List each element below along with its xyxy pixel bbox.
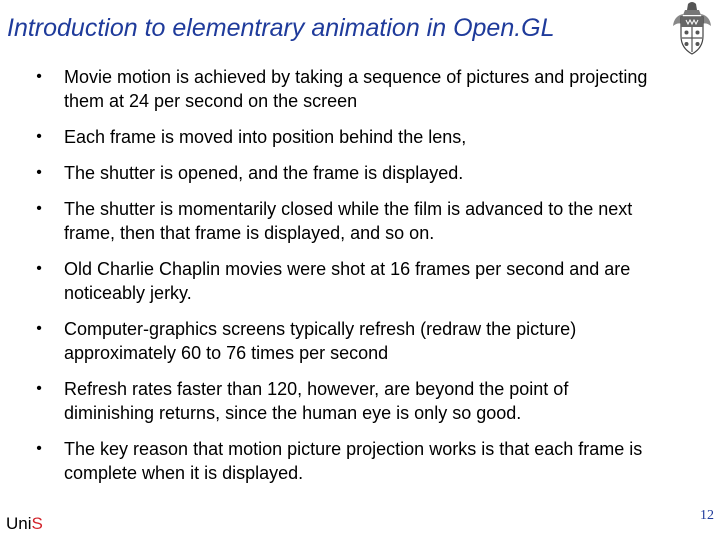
slide-title: Introduction to elementrary animation in Open.GL	[7, 14, 555, 42]
bullet-item	[36, 257, 654, 305]
bullet-dot: •	[36, 380, 42, 397]
logo-suffix: S	[31, 514, 43, 533]
bullet-dot: •	[36, 440, 42, 457]
bullet-item	[36, 125, 654, 149]
page-number: 12	[700, 508, 714, 523]
bullet-dot: •	[36, 320, 42, 337]
bullet-text: Computer-graphics screens typically refresh (redraw the picture) approximately 60 to 76 times per second	[64, 319, 577, 363]
logo-prefix: Uni	[6, 514, 32, 533]
bullet-item	[36, 161, 654, 185]
bullet-text: The shutter is opened, and the frame is displayed.	[64, 163, 464, 183]
bullet-item	[36, 65, 654, 113]
bullet-text: Movie motion is achieved by taking a sequence of pictures and projecting them at 24 per second on the screen	[64, 67, 648, 111]
bullet-dot: •	[36, 260, 42, 277]
bullet-item	[36, 197, 654, 245]
bullet-text: Each frame is moved into position behind the lens,	[64, 127, 467, 147]
bullet-dot: •	[36, 200, 42, 217]
bullet-text: Refresh rates faster than 120, however, are beyond the point of diminishing returns, since the human eye is only so good.	[64, 379, 569, 423]
bullet-text: Old Charlie Chaplin movies were shot at 16 frames per second and are noticeably jerky.	[64, 259, 631, 303]
bullet-text: The shutter is momentarily closed while the film is advanced to the next frame, then that frame is displayed, and so on.	[64, 199, 633, 243]
bullet-item	[36, 377, 654, 425]
bullet-dot: •	[36, 164, 42, 181]
unis-logo	[6, 514, 43, 534]
bullet-dot: •	[36, 128, 42, 145]
bullet-text: The key reason that motion picture projection works is that each frame is complete when it is displayed.	[64, 439, 643, 483]
bullet-item	[36, 317, 654, 365]
bullet-dot: •	[36, 68, 42, 85]
bullet-item	[36, 437, 654, 485]
